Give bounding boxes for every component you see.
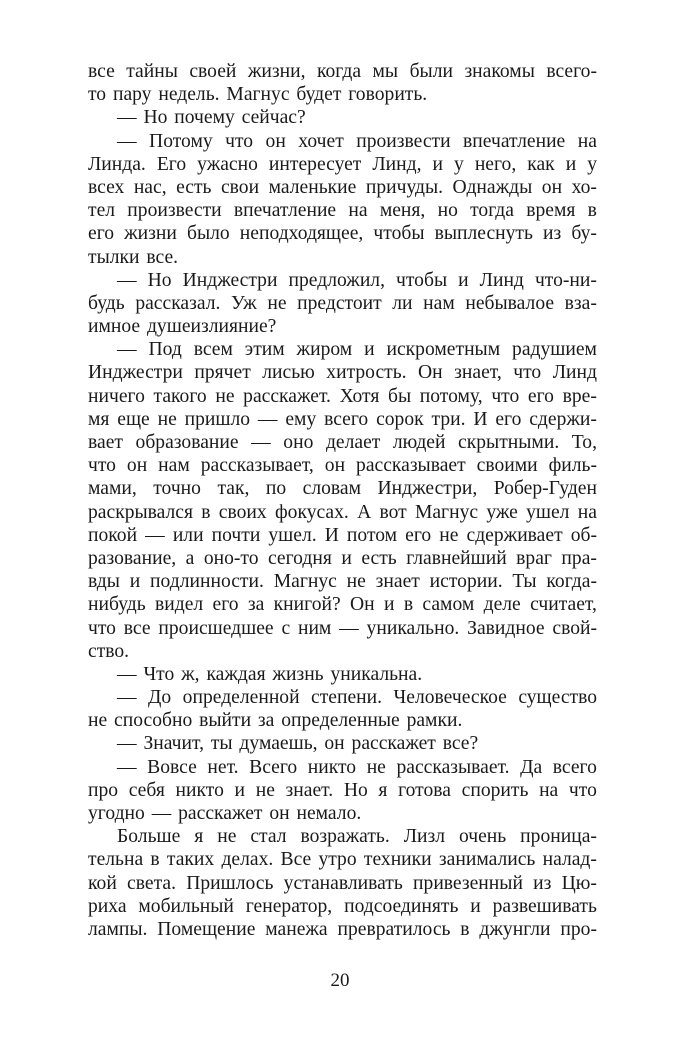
text-line: что он нам рассказывает, он рассказывает своими филь- — [88, 455, 597, 477]
text-line: всех нас, есть свои маленькие причуды. Однажды он хо- — [88, 176, 597, 198]
text-line: тылки все. — [88, 246, 179, 268]
body-text — [88, 60, 597, 941]
text-line: Инджестри прячет лисью хитрость. Он знает, что Линд — [88, 362, 597, 384]
text-line: его жизни было неподходящее, чтобы выплеснуть из бу- — [88, 223, 597, 245]
text-line: риха мобильный генератор, подсоединять и развешивать — [88, 895, 597, 917]
text-line: про себя никто и не знает. Но я готова спорить на что — [88, 779, 597, 801]
text-line: ничего такого не расскажет. Хотя бы потому, что его вре- — [88, 385, 597, 407]
text-line: лампы. Помещение манежа превратилось в джунгли про- — [88, 918, 597, 940]
text-line: тел произвести впечатление на меня, но тогда время в — [88, 200, 597, 222]
text-line: — Потому что он хочет произвести впечатление на — [117, 130, 597, 152]
text-line: вды и подлинности. Магнус не знает истории. Ты когда- — [88, 571, 597, 593]
text-line: то пару недель. Магнус будет говорить. — [88, 84, 428, 106]
text-line: нибудь видел его за книгой? Он и в самом деле считает, — [88, 594, 597, 616]
text-line: будь рассказал. Уж не предстоит ли нам небывалое вза- — [88, 292, 597, 314]
text-line: — Но Инджестри предложил, чтобы и Линд что-ни- — [117, 269, 597, 291]
text-line: Линда. Его ужасно интересует Линд, и у него, как и у — [88, 153, 597, 175]
text-line: угодно — расскажет он немало. — [88, 803, 362, 824]
text-line: мя еще не пришло — ему всего сорок три. И его сдержи- — [88, 408, 597, 430]
text-line: — Вовсе нет. Всего никто не рассказывает. Да всего — [117, 756, 597, 778]
text-line: разование, а оно-то сегодня и есть главнейший враг пра- — [88, 547, 597, 569]
text-line: покой — или почти ушел. И потом его не сдерживает об- — [88, 524, 597, 546]
text-line: имное душеизлияние? — [88, 316, 277, 338]
text-line: тельна в таких делах. Все утро техники занимались налад- — [88, 849, 597, 871]
text-line: ство. — [88, 640, 130, 662]
text-line: что все происшедшее с ним — уникально. Завидное свой- — [88, 617, 597, 639]
text-line: — До определенной степени. Человеческое существо — [117, 687, 597, 709]
text-line: мами, точно так, по словам Инджестри, Робер-Гуден — [88, 478, 597, 500]
text-line: кой света. Пришлось устанавливать привезенный из Цю- — [88, 872, 597, 894]
text-line: — Под всем этим жиром и искрометным радушием — [117, 339, 597, 361]
text-line: Больше я не стал возражать. Лизл очень проница- — [117, 826, 597, 848]
text-line: — Что ж, каждая жизнь уникальна. — [117, 663, 423, 685]
text-line: вает образование — оно делает людей скрытными. То, — [88, 432, 597, 453]
page-number: 20 — [330, 970, 350, 991]
page-body — [88, 60, 597, 941]
text-line: — Но почему сейчас? — [117, 107, 306, 129]
text-line: раскрывался в своих фокусах. А вот Магнус уже ушел на — [88, 501, 597, 523]
text-line: все тайны своей жизни, когда мы были знакомы всего- — [88, 61, 597, 82]
text-line: не способно выйти за определенные рамки. — [88, 710, 463, 732]
text-line: — Значит, ты думаешь, он расскажет все? — [117, 733, 479, 755]
